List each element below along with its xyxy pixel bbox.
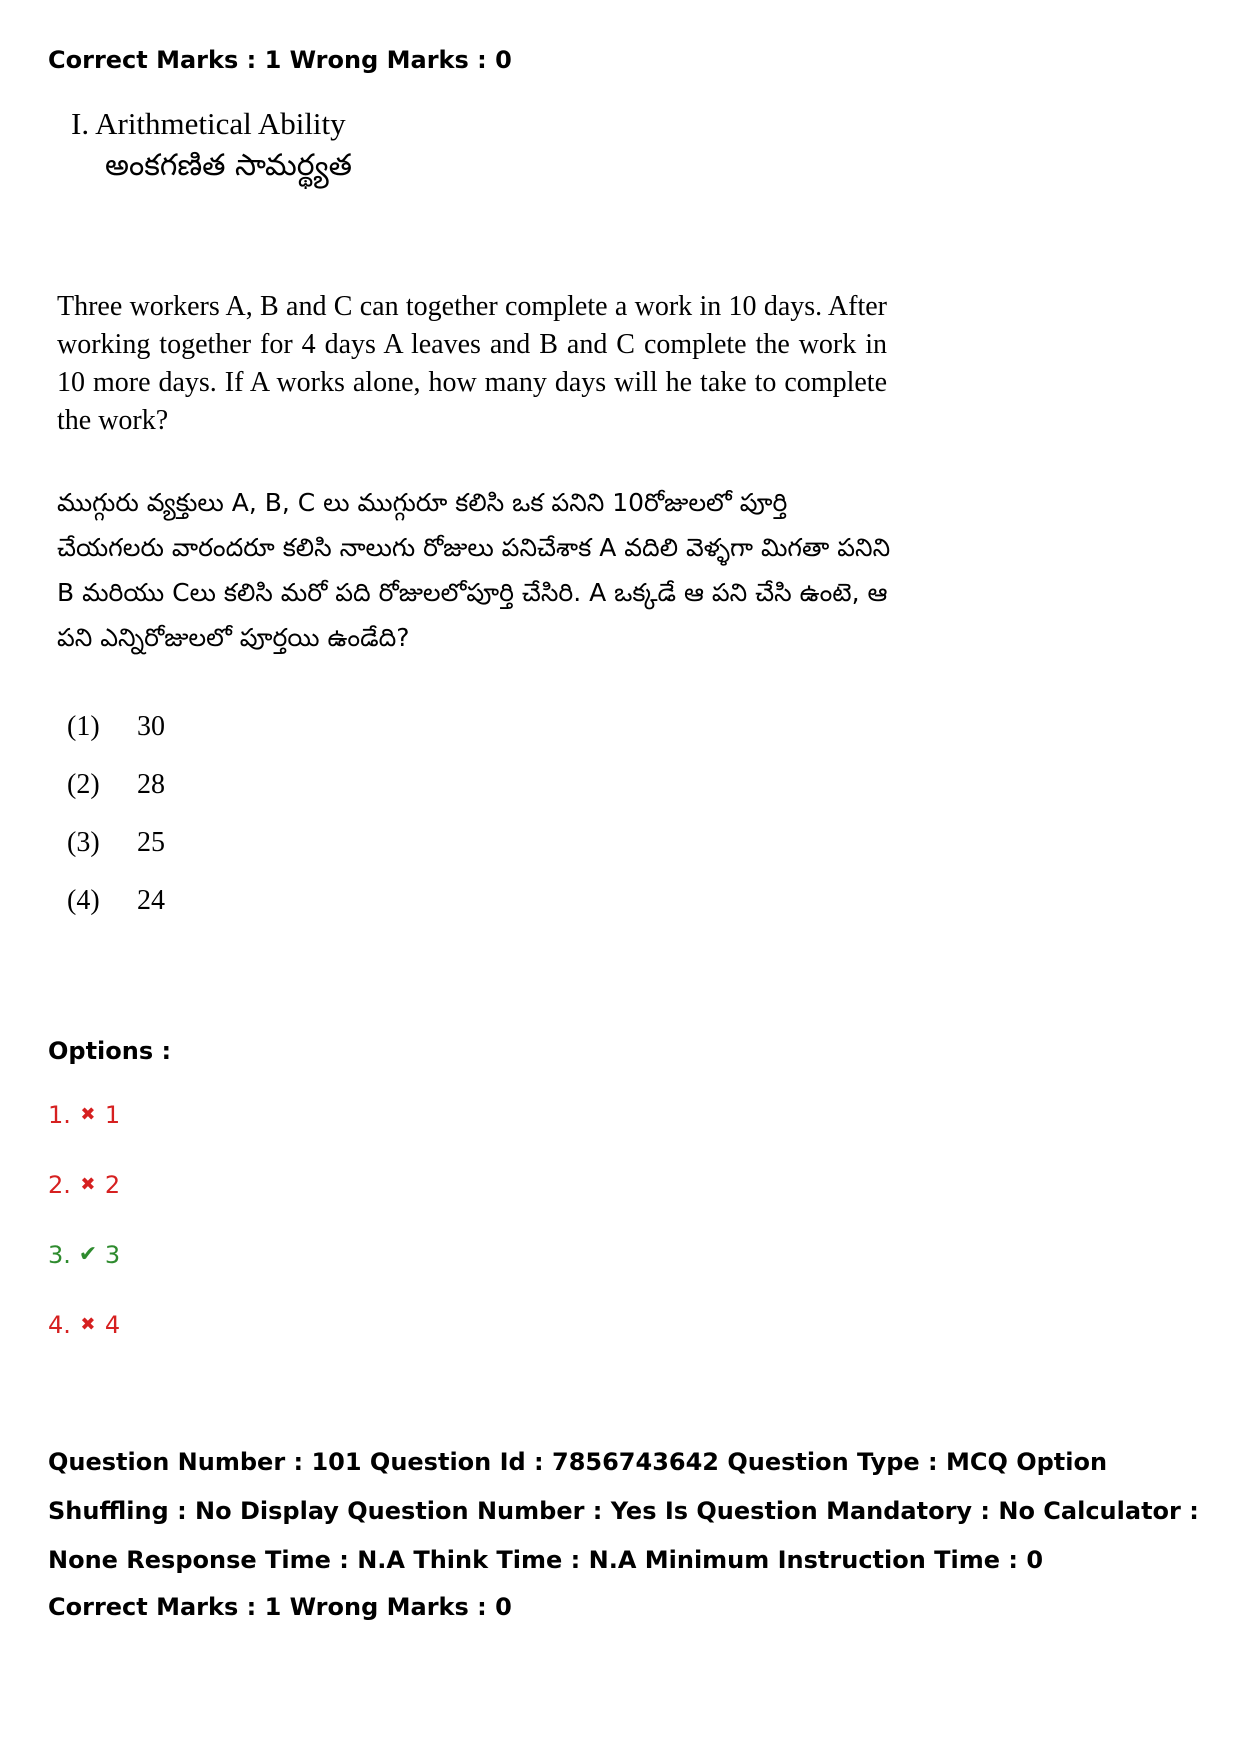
option-label: 1 [104,1101,121,1129]
question-content [55,100,905,920]
choice-number: (4) [67,885,100,916]
choice-value: 28 [137,769,165,800]
question-choice [67,698,165,756]
choice-value: 24 [137,885,165,916]
cross-icon: ✖ [80,1174,96,1195]
cross-icon: ✖ [80,1104,96,1125]
option-item [48,1098,120,1168]
check-icon: ✔ [78,1242,98,1267]
option-item [48,1308,120,1378]
option-item [48,1238,120,1308]
correct-wrong-marks: Correct Marks : 1 Wrong Marks : 0 [48,1593,512,1621]
options-list [48,1098,120,1378]
option-label: 2 [104,1171,121,1199]
choice-number: (1) [67,711,100,742]
correct-wrong-marks: Correct Marks : 1 Wrong Marks : 0 [48,46,512,74]
cross-icon: ✖ [80,1314,96,1335]
option-number: 2. [48,1171,71,1199]
option-label: 3 [104,1241,121,1269]
options-heading: Options : [48,1037,172,1065]
question-text-telugu: ముగ్గురు వ్యక్తులు A, B, C లు ముగ్గురూ కలిసి ఒక పనిని 10రోజులలో పూర్తి చేయగలరు వారందరూ కలిసి నాలుగు రోజులు పనిచేశాక A వదిలి వెళ్ళగా మిగతా పనిని B మరియు Cలు కలిసి మరో పది రోజులలోపూర్తి చేసిరి. A ఒక్కడే ఆ పని చేసి ఉంటె, ఆ పని ఎన్నిరోజులలో పూర్తయి ఉండేది? [57,488,891,652]
section-title: I. Arithmetical Ability [71,106,346,141]
option-label: 4 [104,1311,121,1339]
choice-number: (3) [67,827,100,858]
section-title-telugu: అంకగణిత సామర్థ్యత [105,148,353,183]
question-choices [67,698,165,930]
choice-value: 25 [137,827,165,858]
question-metadata: Question Number : 101 Question Id : 7856743642 Question Type : MCQ Option Shuffling : No Display Question Number : Yes Is Question Mandatory : No Calculator : None Response Time : N.A Think Time : N.A Minimum Instruction Time : 0 [48,1448,1199,1574]
option-number: 1. [48,1101,71,1129]
choice-value: 30 [137,711,165,742]
choice-number: (2) [67,769,100,800]
option-number: 3. [48,1241,71,1269]
question-text-english: Three workers A, B and C can together complete a work in 10 days. After working together for 4 days A leaves and B and C complete the work in 10 more days. If A works alone, how many days will he take to complete the work? [57,291,887,436]
option-item [48,1168,120,1238]
question-choice [67,814,165,872]
question-choice [67,872,165,930]
option-number: 4. [48,1311,71,1339]
question-choice [67,756,165,814]
